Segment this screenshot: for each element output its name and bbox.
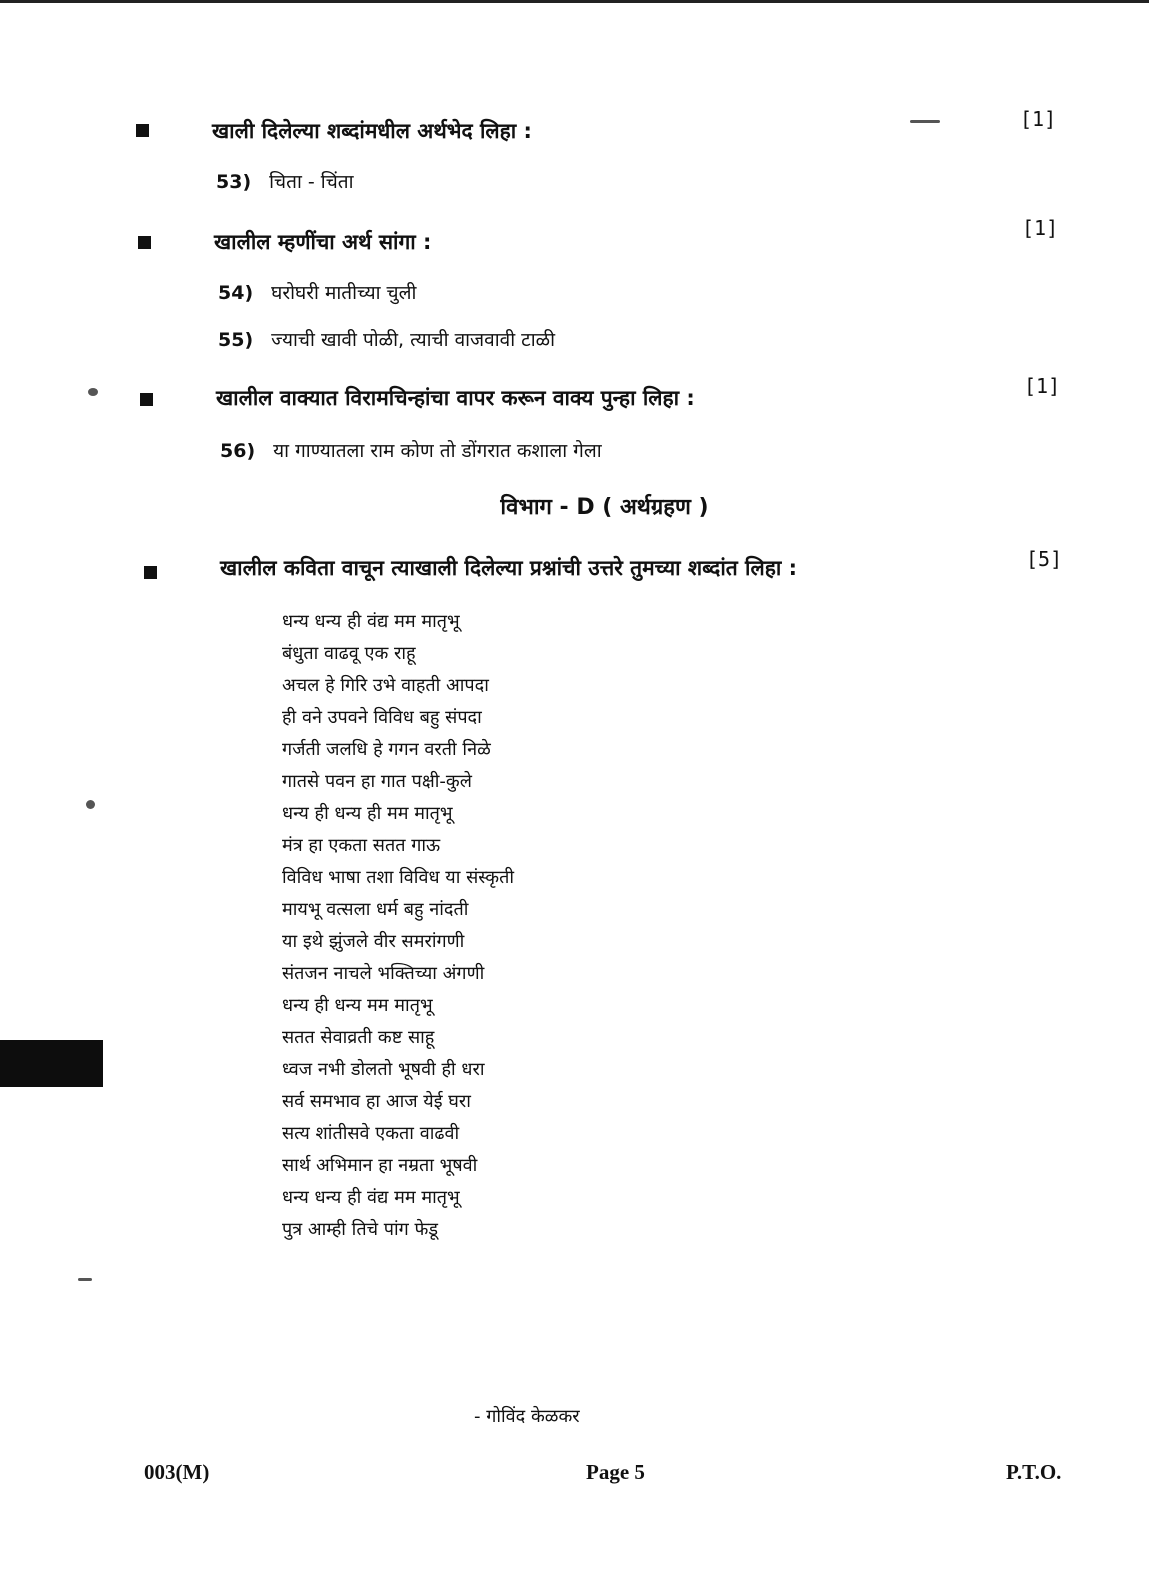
poem-line: अचल हे गिरि उभे वाहती आपदा xyxy=(282,675,489,696)
poem-line: ध्वज नभी डोलतो भूषवी ही धरा xyxy=(282,1059,485,1080)
poem-line: सतत सेवाव्रती कष्ट साहू xyxy=(282,1027,435,1048)
question-56 xyxy=(220,437,602,463)
instruction-meaning-difference: खाली दिलेल्या शब्दांमधील अर्थभेद लिहा : xyxy=(212,119,532,143)
redaction-block xyxy=(0,1040,103,1087)
poem-line: मंत्र हा एकता सतत गाऊ xyxy=(282,835,441,856)
scan-speck xyxy=(910,120,940,123)
question-text: या गाण्यातला राम कोण तो डोंगरात कशाला गेला xyxy=(273,440,602,462)
question-53 xyxy=(216,168,354,194)
bullet-icon xyxy=(140,393,153,406)
instruction-poem-comprehension: खालील कविता वाचून त्याखाली दिलेल्या प्रश्नांची उत्तरे तुमच्या शब्दांत लिहा : xyxy=(220,556,798,580)
poem-line: गर्जती जलधि हे गगन वरती निळे xyxy=(282,739,491,760)
poem-line: पुत्र आम्ही तिचे पांग फेडू xyxy=(282,1219,438,1240)
poem-line: संतजन नाचले भक्तिच्या अंगणी xyxy=(282,963,485,984)
question-54 xyxy=(218,279,416,305)
marks-q54: [1] xyxy=(1022,216,1059,240)
question-number: 56) xyxy=(220,440,256,462)
poem-line: सर्व समभाव हा आज येई घरा xyxy=(282,1091,471,1112)
question-number: 54) xyxy=(218,282,254,304)
poem-line: मायभू वत्सला धर्म बहु नांदती xyxy=(282,899,469,920)
question-text: चिता - चिंता xyxy=(269,171,354,193)
poem-line: ही वने उपवने विविध बहु संपदा xyxy=(282,707,482,728)
bullet-icon xyxy=(138,236,151,249)
page-number: Page 5 xyxy=(586,1460,645,1484)
scan-speck xyxy=(78,1278,92,1281)
marks-q56: [1] xyxy=(1024,374,1061,398)
instruction-proverbs: खालील म्हणींचा अर्थ सांगा : xyxy=(214,230,432,254)
poem-author: - गोविंद केळकर xyxy=(474,1406,580,1427)
poem-line: बंधुता वाढवू एक राहू xyxy=(282,643,416,664)
bullet-icon xyxy=(144,566,157,579)
poem-line: गातसे पवन हा गात पक्षी-कुले xyxy=(282,771,472,792)
question-text: घरोघरी मातीच्या चुली xyxy=(271,282,417,304)
please-turn-over: P.T.O. xyxy=(1006,1460,1062,1484)
scan-speck xyxy=(86,800,95,809)
poem-lines xyxy=(282,606,514,1246)
poem-line: सार्थ अभिमान हा नम्रता भूषवी xyxy=(282,1155,478,1176)
bullet-icon xyxy=(136,124,149,137)
section-heading xyxy=(0,491,1149,521)
scan-speck xyxy=(88,388,98,396)
marks-q53: [1] xyxy=(1020,107,1057,131)
poem-line: धन्य धन्य ही वंद्य मम मातृभू xyxy=(282,611,460,632)
poem-line: या इथे झुंजले वीर समरांगणी xyxy=(282,931,465,952)
instruction-punctuation: खालील वाक्यात विरामचिन्हांचा वापर करून वाक्य पुन्हा लिहा : xyxy=(216,386,695,410)
paper-code: 003(M) xyxy=(144,1460,210,1484)
question-number: 55) xyxy=(218,329,254,351)
poem-line: धन्य ही धन्य मम मातृभू xyxy=(282,995,433,1016)
question-number: 53) xyxy=(216,171,252,193)
poem-line: सत्य शांतीसवे एकता वाढवी xyxy=(282,1123,460,1144)
poem-line: धन्य ही धन्य ही मम मातृभू xyxy=(282,803,453,824)
question-text: ज्याची खावी पोळी, त्याची वाजवावी टाळी xyxy=(271,329,556,351)
marks-poem: [5] xyxy=(1026,547,1063,571)
section-title-text: विभाग - D ( अर्थग्रहण ) xyxy=(500,495,709,520)
top-border xyxy=(0,0,1149,3)
poem-line: धन्य धन्य ही वंद्य मम मातृभू xyxy=(282,1187,460,1208)
question-55 xyxy=(218,326,555,352)
poem-line: विविध भाषा तशा विविध या संस्कृती xyxy=(282,867,514,888)
